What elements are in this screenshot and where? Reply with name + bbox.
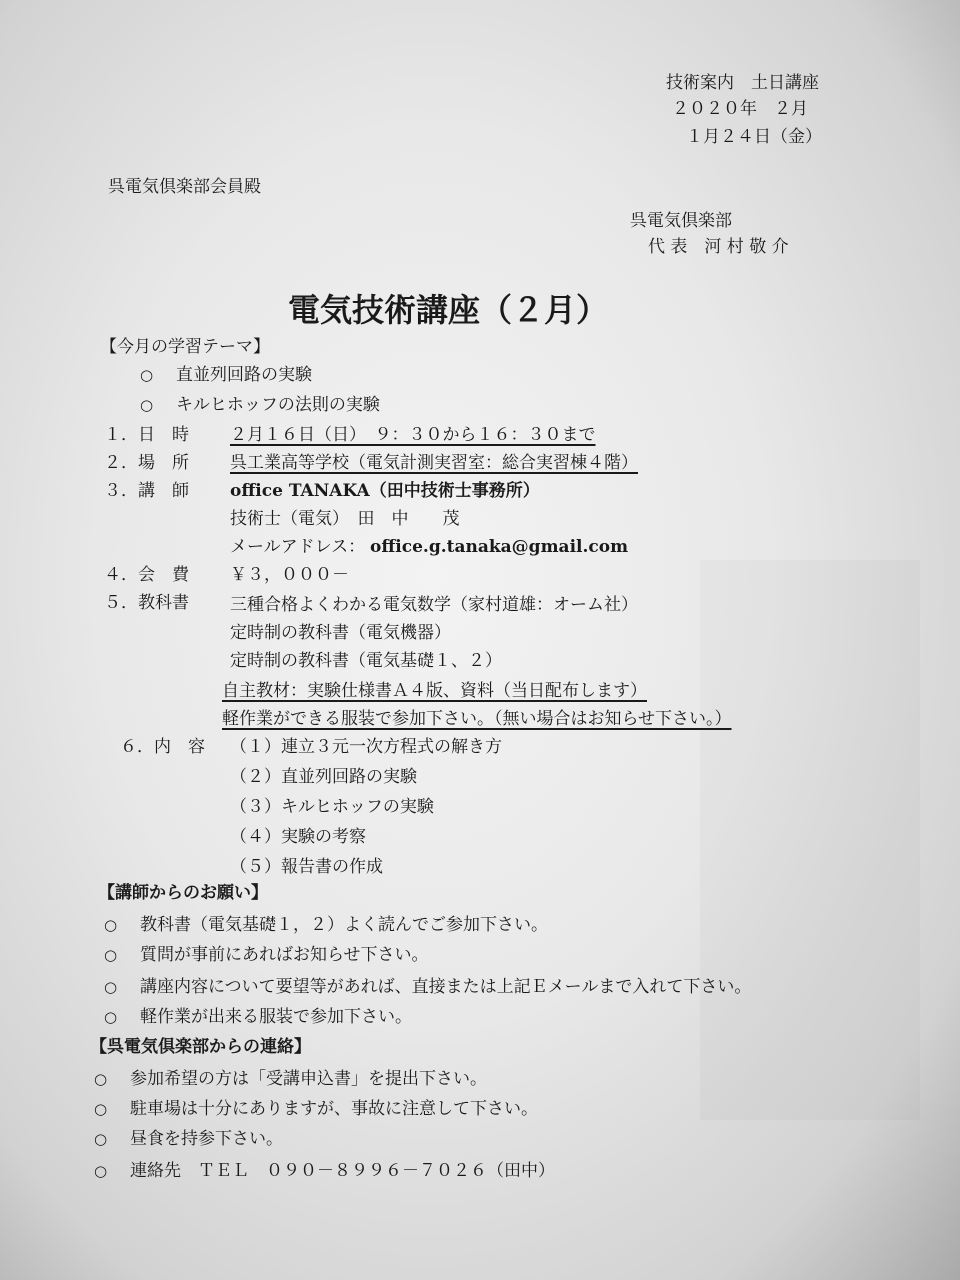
date-value: ２月１６日（日） ９：３０から１６：３０まで [230, 425, 596, 445]
bullet-circle: ○ [104, 1008, 118, 1026]
document-date: １月２４日（金） [686, 127, 822, 147]
bullet-circle: ○ [94, 1070, 108, 1088]
request-item: 質問が事前にあればお知らせ下さい。 [140, 945, 429, 965]
notices-heading: 【呉電気倶楽部からの連絡】 [90, 1037, 311, 1057]
lecturer-office: office TANAKA（田中技術士事務所） [230, 481, 540, 501]
document-year-month: ２０２０年 ２月 [672, 99, 808, 119]
notice-item: 昼食を持参下さい。 [130, 1129, 283, 1149]
bullet-circle: ○ [140, 396, 154, 414]
bullet-circle: ○ [94, 1162, 108, 1180]
place-label: ２．場 所 [104, 453, 189, 473]
document-title: 電気技術講座（２月） [288, 291, 609, 329]
lecturer-label: ３．講 師 [104, 481, 189, 501]
fee-value: ￥３，０００－ [230, 565, 349, 585]
date-label: １．日 時 [104, 425, 189, 445]
bullet-circle: ○ [104, 916, 118, 934]
sender-org: 呉電気倶楽部 [630, 211, 732, 231]
lecturer-email: office.g.tanaka@gmail.com [370, 537, 629, 557]
textbook-item: 軽作業ができる服装で参加下さい。（無い場合はお知らせ下さい。） [222, 709, 732, 729]
textbook-item: 三種合格よくわかる電気数学（家村道雄：オーム社） [230, 595, 638, 615]
lecturer-email-label: メールアドレス： [230, 537, 366, 557]
textbook-item: 定時制の教科書（電気基礎１、２） [230, 651, 502, 671]
textbook-item: 自主教材：実験仕様書Ａ４版、資料（当日配布します） [222, 681, 647, 701]
notice-item: 駐車場は十分にありますが、事故に注意して下さい。 [130, 1099, 538, 1119]
theme-item: キルヒホッフの法則の実験 [176, 395, 380, 415]
bullet-circle: ○ [140, 366, 154, 384]
bullet-circle: ○ [104, 946, 118, 964]
bullet-circle: ○ [104, 978, 118, 996]
notice-item: 連絡先 ＴＥＬ ０９０－８９９６－７０２６（田中） [130, 1161, 555, 1181]
content-item: （４）実験の考察 [230, 827, 366, 847]
bullet-circle: ○ [94, 1100, 108, 1118]
sender-representative: 代 表 河 村 敬 介 [648, 237, 789, 257]
addressee: 呉電気倶楽部会員殿 [108, 177, 261, 197]
theme-item: 直並列回路の実験 [176, 365, 312, 385]
document-category: 技術案内 土日講座 [666, 73, 819, 93]
content-item: （１）連立３元一次方程式の解き方 [230, 737, 502, 757]
request-item: 軽作業が出来る服装で参加下さい。 [140, 1007, 412, 1027]
content-label: ６．内 容 [120, 737, 205, 757]
textbooks-label: ５．教科書 [104, 593, 189, 613]
requests-heading: 【講師からのお願い】 [98, 883, 268, 903]
request-item: 講座内容について要望等があれば、直接または上記Ｅメールまで入れて下さい。 [140, 977, 752, 997]
content-item: （２）直並列回路の実験 [230, 767, 417, 787]
bleed-through-shadow [700, 560, 920, 1120]
notice-item: 参加希望の方は「受講申込書」を提出下さい。 [130, 1069, 487, 1089]
bullet-circle: ○ [94, 1130, 108, 1148]
theme-heading: 【今月の学習テーマ】 [100, 337, 270, 357]
request-item: 教科書（電気基礎１，２）よく読んでご参加下さい。 [140, 915, 548, 935]
content-item: （３）キルヒホッフの実験 [230, 797, 434, 817]
place-value: 呉工業高等学校（電気計測実習室：総合実習棟４階） [230, 453, 638, 473]
content-item: （５）報告書の作成 [230, 857, 383, 877]
textbook-item: 定時制の教科書（電気機器） [230, 623, 451, 643]
fee-label: ４．会 費 [104, 565, 189, 585]
lecturer-name: 技術士（電気） 田 中 茂 [230, 509, 460, 529]
